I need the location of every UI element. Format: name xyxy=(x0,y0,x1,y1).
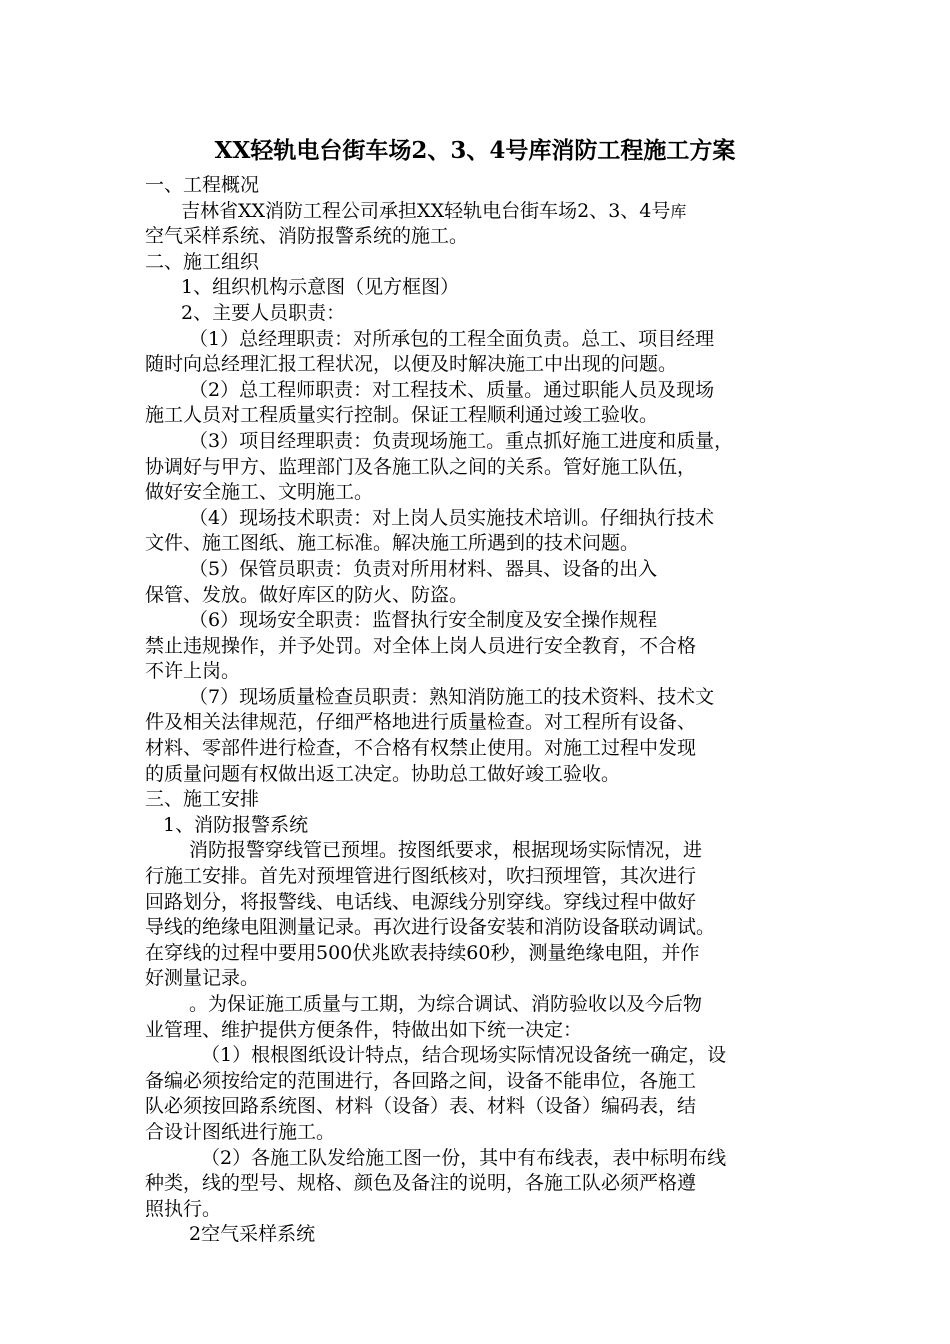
paragraph-line: 。为保证施工质量与工期，为综合调试、消防验收以及今后物 xyxy=(189,993,703,1015)
document-title: XX轻轨电台街车场2、3、4号库消防工程施工方案 xyxy=(214,137,736,164)
paragraph-line: （7）现场质量检查员职责：熟知消防施工的技术资料、技术文 xyxy=(189,685,715,708)
paragraph-line: 回路划分，将报警线、电话线、电源线分别穿线。穿线过程中做好 xyxy=(145,890,697,913)
section-heading: 二、施工组织 xyxy=(145,250,260,273)
paragraph-line: 文件、施工图纸、施工标准。解决施工所遇到的技术问题。 xyxy=(145,532,640,555)
paragraph-line: 导线的绝缘电阻测量记录。再次进行设备安装和消防设备联动调试。 xyxy=(145,916,716,939)
paragraph-line: 空气采样系统、消防报警系统的施工。 xyxy=(145,225,469,248)
document-body xyxy=(145,173,815,1248)
subsection-heading: 1、消防报警系统 xyxy=(163,813,309,836)
subsection-heading: 1、组织机构示意图（见方框图） xyxy=(181,276,460,299)
subsection-heading: 2空气采样系统 xyxy=(189,1223,316,1246)
paragraph-line: 吉林省XX消防工程公司承担XX轻轨电台街车场2、3、4号库 xyxy=(181,199,687,222)
paragraph-line: （6）现场安全职责：监督执行安全制度及安全操作规程 xyxy=(189,609,658,632)
section-heading: 三、施工安排 xyxy=(145,788,260,811)
paragraph-line: 做好安全施工、文明施工。 xyxy=(145,481,374,504)
paragraph-line: 不许上岗。 xyxy=(145,660,241,683)
paragraph-line: （2）各施工队发给施工图一份，其中有布线表，表中标明布线 xyxy=(201,1146,727,1169)
paragraph-line: 合设计图纸进行施工。 xyxy=(145,1120,336,1143)
paragraph-line: （2）总工程师职责：对工程技术、质量。通过职能人员及现场 xyxy=(189,378,715,401)
paragraph-line: （1）根根图纸设计特点，结合现场实际情况设备统一确定，设 xyxy=(201,1044,727,1067)
paragraph-line: 队必须按回路系统图、材料（设备）表、材料（设备）编码表，结 xyxy=(145,1095,697,1118)
paragraph-line: 业管理、维护提供方便条件，特做出如下统一决定： xyxy=(145,1018,583,1041)
paragraph-line: 照执行。 xyxy=(145,1197,222,1220)
paragraph-line: 施工人员对工程质量实行控制。保证工程顺利通过竣工验收。 xyxy=(145,404,659,427)
paragraph-line: 种类，线的型号、规格、颜色及备注的说明，各施工队必须严格遵 xyxy=(145,1172,697,1195)
paragraph-line: （4）现场技术职责：对上岗人员实施技术培训。仔细执行技术 xyxy=(189,506,715,529)
paragraph-line: 协调好与甲方、监理部门及各施工队之间的关系。管好施工队伍， xyxy=(145,455,697,478)
paragraph-line: 材料、零部件进行检查，不合格有权禁止使用。对施工过程中发现 xyxy=(145,737,697,760)
paragraph-line: 件及相关法律规范，仔细严格地进行质量检查。对工程所有设备、 xyxy=(145,711,697,734)
paragraph-line: 消防报警穿线管已预埋。按图纸要求，根据现场实际情况，进 xyxy=(189,839,703,862)
paragraph-line: 好测量记录。 xyxy=(145,967,260,990)
paragraph-line: 禁止违规操作，并予处罚。对全体上岗人员进行安全教育，不合格 xyxy=(145,634,697,657)
paragraph-line: 的质量问题有权做出返工决定。协助总工做好竣工验收。 xyxy=(145,762,621,785)
paragraph-line: 行施工安排。首先对预埋管进行图纸核对，吹扫预埋管，其次进行 xyxy=(145,865,697,888)
paragraph-line: （5）保管员职责：负责对所用材料、器具、设备的出入 xyxy=(189,557,658,580)
paragraph-line: （3）项目经理职责：负责现场施工。重点抓好施工进度和质量， xyxy=(189,429,734,452)
paragraph-line: （1）总经理职责：对所承包的工程全面负责。总工、项目经理 xyxy=(189,327,715,350)
subsection-heading: 2、主要人员职责： xyxy=(181,301,346,324)
paragraph-line: 在穿线的过程中要用500伏兆欧表持续60秒，测量绝缘电阻，并作 xyxy=(145,941,700,964)
paragraph-line: 保管、发放。做好库区的防火、防盗。 xyxy=(145,583,469,606)
paragraph-line: 备编必须按给定的范围进行，各回路之间，设备不能串位，各施工 xyxy=(145,1069,697,1092)
paragraph-line: 随时向总经理汇报工程状况，以便及时解决施工中出现的问题。 xyxy=(145,353,678,376)
section-heading: 一、工程概况 xyxy=(145,174,260,196)
